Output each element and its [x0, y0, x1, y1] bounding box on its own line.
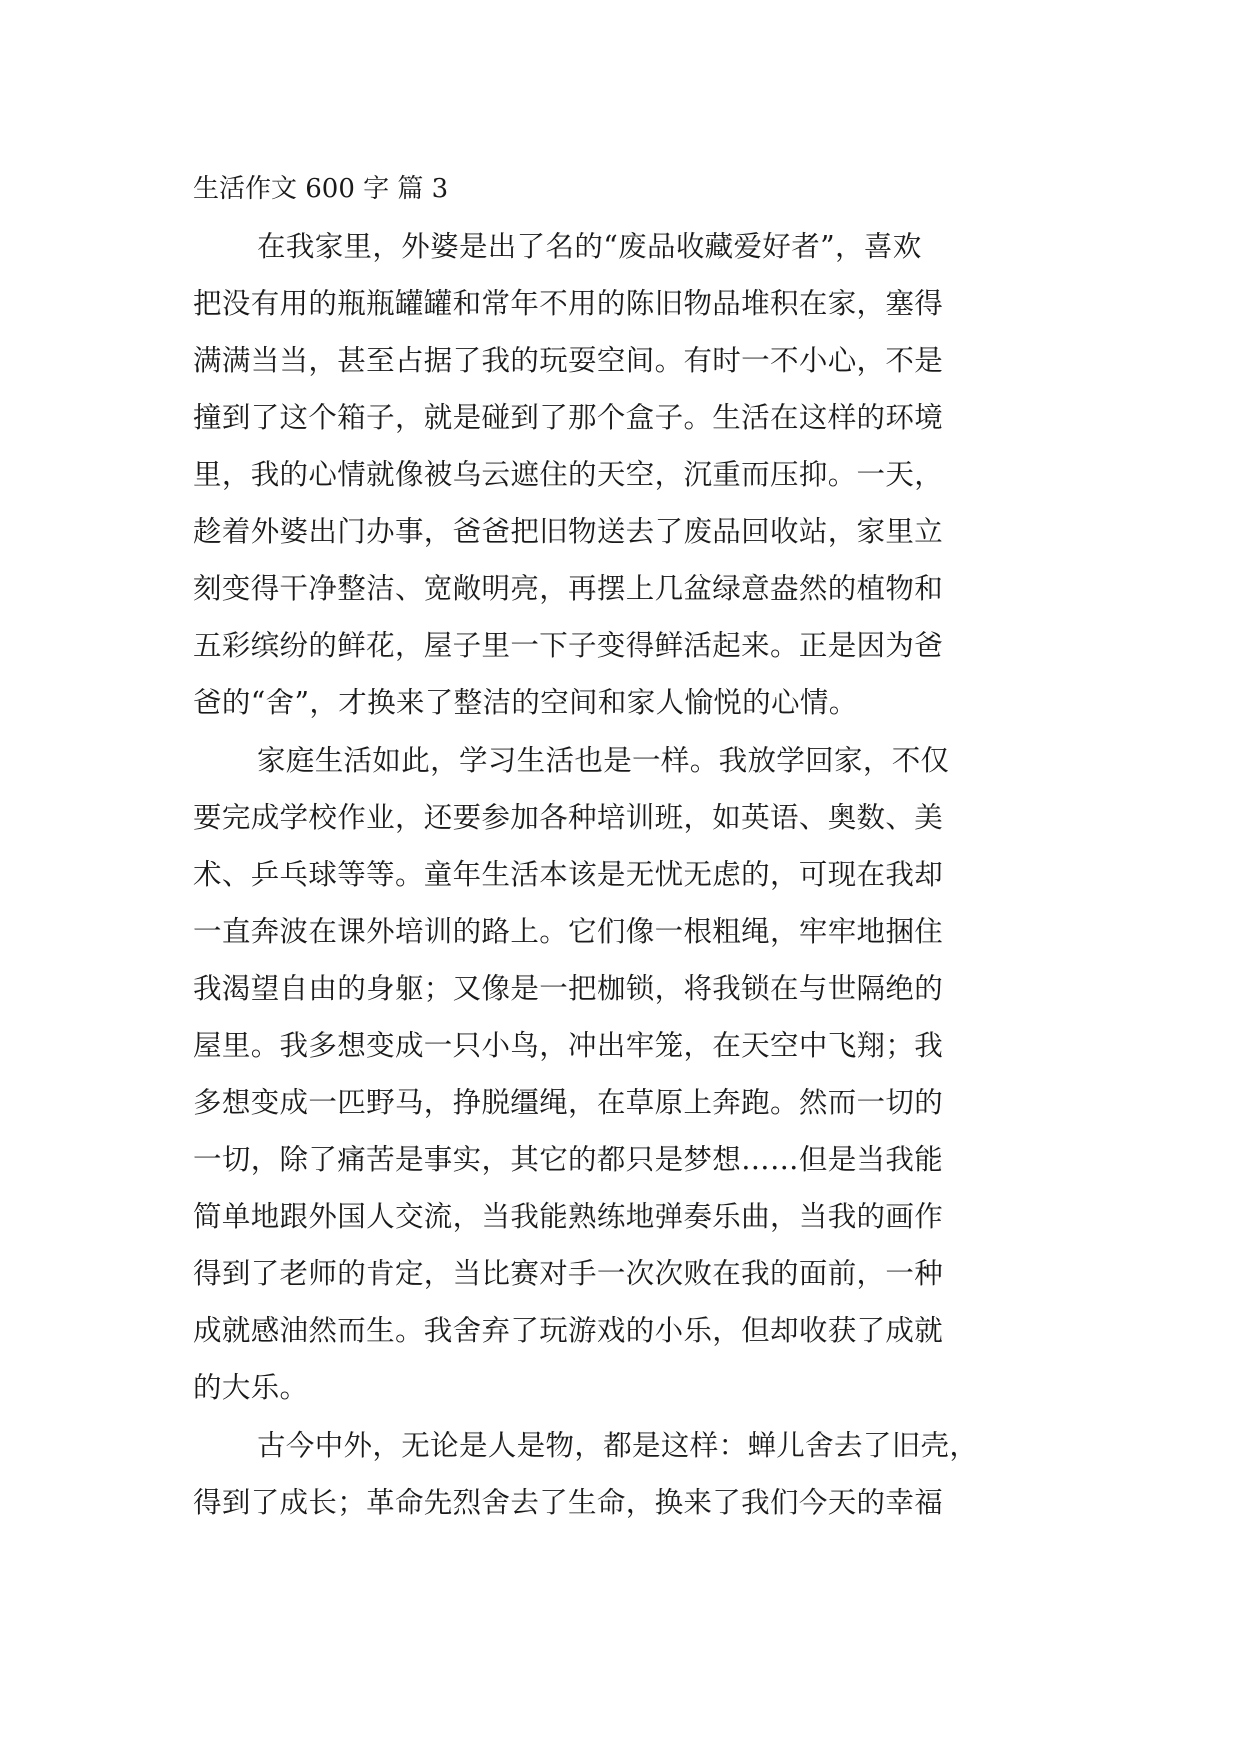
text-line: 要完成学校作业，还要参加各种培训班，如英语、奥数、美	[193, 801, 944, 834]
text-line: 成就感油然而生。我舍弃了玩游戏的小乐，但却收获了成就	[193, 1314, 944, 1347]
text-line: 多想变成一匹野马，挣脱缰绳，在草原上奔跑。然而一切的	[193, 1086, 944, 1119]
text-line: 在我家里，外婆是出了名的“废品收藏爱好者”，喜欢	[257, 230, 922, 263]
text-line: 屋里。我多想变成一只小鸟，冲出牢笼，在天空中飞翔；我	[193, 1029, 944, 1062]
text-line: 家庭生活如此，学习生活也是一样。我放学回家，不仅	[257, 744, 950, 777]
text-line: 得到了老师的肯定，当比赛对手一次次败在我的面前，一种	[193, 1257, 944, 1290]
text-line: 撞到了这个箱子，就是碰到了那个盒子。生活在这样的环境	[193, 401, 944, 434]
text-line: 一直奔波在课外培训的路上。它们像一根粗绳，牢牢地捆住	[193, 915, 944, 948]
text-line: 我渴望自由的身躯；又像是一把枷锁，将我锁在与世隔绝的	[193, 972, 944, 1005]
text-line: 里，我的心情就像被乌云遮住的天空，沉重而压抑。一天，	[193, 458, 944, 491]
text-line: 趁着外婆出门办事，爸爸把旧物送去了废品回收站，家里立	[193, 515, 944, 548]
text-line: 的大乐。	[193, 1371, 309, 1404]
text-line: 满满当当，甚至占据了我的玩耍空间。有时一不小心，不是	[193, 344, 944, 377]
text-line: 刻变得干净整洁、宽敞明亮，再摆上几盆绿意盎然的植物和	[193, 572, 944, 605]
text-line: 古今中外，无论是人是物，都是这样：蝉儿舍去了旧壳，	[257, 1429, 979, 1462]
text-line: 术、乒乓球等等。童年生活本该是无忧无虑的，可现在我却	[193, 858, 944, 891]
text-line: 简单地跟外国人交流，当我能熟练地弹奏乐曲，当我的画作	[193, 1200, 944, 1233]
text-line: 得到了成长；革命先烈舍去了生命，换来了我们今天的幸福	[193, 1486, 944, 1519]
text-line: 五彩缤纷的鲜花，屋子里一下子变得鲜活起来。正是因为爸	[193, 629, 944, 662]
text-line: 爸的“舍”，才换来了整洁的空间和家人愉悦的心情。	[193, 686, 858, 719]
text-line: 把没有用的瓶瓶罐罐和常年不用的陈旧物品堆积在家，塞得	[193, 287, 944, 320]
document-title: 生活作文 600 字 篇 3	[193, 174, 449, 204]
text-line: 一切，除了痛苦是事实，其它的都只是梦想……但是当我能	[193, 1143, 944, 1176]
